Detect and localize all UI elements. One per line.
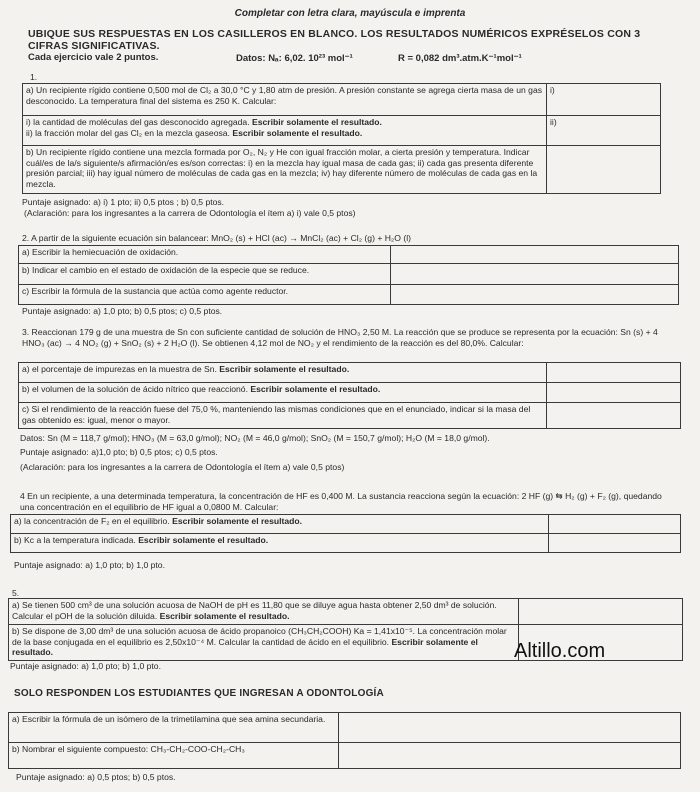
q3-datos: Datos: Sn (M = 118,7 g/mol); HNO₃ (M = 63,0 g/mol); NO₂ (M = 46,0 g/mol); SnO₂ (M = 150,7 g/mol); H₂O (M = 18,0 g/mol). bbox=[20, 433, 490, 443]
q3-aclaracion: (Aclaración: para los ingresantes a la carrera de Odontología el ítem a) vale 0,5 ptos) bbox=[20, 462, 345, 472]
q4-a-text: a) la concentración de F₂ en el equilibrio. Escribir solamente el resultado. bbox=[11, 515, 549, 534]
q1-a-i-label: i) bbox=[550, 85, 555, 95]
q1-a-text: a) Un recipiente rígido contiene 0,500 mol de Cl₂ a 30,0 °C y 1,80 atm de presión. A presión constante se agrega cierta masa de un gas desconocido. La temperatura final del sistema es 250 K. Calcular: bbox=[23, 84, 547, 116]
q1-b-answer-box[interactable] bbox=[547, 146, 661, 194]
odonto-puntaje: Puntaje asignado: a) 0,5 ptos; b) 0,5 ptos. bbox=[16, 772, 176, 782]
q2-puntaje: Puntaje asignado: a) 1,0 pto; b) 0,5 ptos; c) 0,5 ptos. bbox=[22, 306, 223, 316]
q3-b-answer-box[interactable] bbox=[547, 383, 681, 403]
instructions: UBIQUE SUS RESPUESTAS EN LOS CASILLEROS EN BLANCO. LOS RESULTADOS NUMÉRICOS EXPRÉSELOS CON 3 CIFRAS SIGNIFICATIVAS. bbox=[28, 28, 641, 52]
odonto-a-answer-box[interactable] bbox=[339, 713, 681, 743]
odonto-b-answer-box[interactable] bbox=[339, 743, 681, 769]
q3-puntaje: Puntaje asignado: a)1,0 pto; b) 0,5 ptos; c) 0,5 ptos. bbox=[20, 447, 218, 457]
header-instruction: Completar con letra clara, mayúscula e imprenta bbox=[234, 8, 466, 19]
q5-a-answer-box[interactable] bbox=[519, 599, 683, 625]
q4-puntaje: Puntaje asignado: a) 1,0 pto; b) 1,0 pto. bbox=[14, 560, 165, 570]
q4-a-answer-box[interactable] bbox=[549, 515, 681, 534]
q1-a-ii-label: ii) bbox=[550, 117, 557, 127]
q5-puntaje: Puntaje asignado: a) 1,0 pto; b) 1,0 pto. bbox=[10, 661, 161, 671]
q5-number: 5. bbox=[12, 588, 20, 598]
q3-table bbox=[18, 362, 681, 429]
q2-b-text: b) Indicar el cambio en el estado de oxidación de la especie que se reduce. bbox=[19, 264, 391, 285]
q4-intro: 4 En un recipiente, a una determinada temperatura, la concentración de HF es 0,400 M. La sustancia reacciona según la ecuación: 2 HF (g) ⇆ H₂ (g) + F₂ (g), quedando una concentración en el equilibrio de HF igual a 0,0800 M. Calcular: bbox=[20, 491, 662, 512]
q2-c-answer-box[interactable] bbox=[391, 285, 679, 305]
odonto-a-text: a) Escribir la fórmula de un isómero de la trimetilamina que sea amina secundaria. bbox=[9, 713, 339, 743]
odonto-b-text: b) Nombrar el siguiente compuesto: CH₃-CH₂-COO-CH₂-CH₃ bbox=[9, 743, 339, 769]
q4-table bbox=[10, 514, 681, 553]
odonto-table bbox=[8, 712, 681, 769]
q1-number: 1. bbox=[30, 72, 38, 82]
q3-a-text: a) el porcentaje de impurezas en la muestra de Sn. Escribir solamente el resultado. bbox=[19, 363, 547, 383]
q2-a-answer-box[interactable] bbox=[391, 246, 679, 264]
q3-c-answer-box[interactable] bbox=[547, 403, 681, 429]
q1-a-i-answer-box[interactable] bbox=[547, 84, 661, 116]
q1-b-text: b) Un recipiente rígido contiene una mezcla formada por O₂, N₂ y He con igual fracción molar, a cierta presión y temperatura. Indicar cuál/es de la/s siguiente/s afirmación/es es/son correctas: i) en la mezcla hay igual masa de cada gas; ii) cada gas presenta diferente presión parcial; iii) hay igual número de moléculas de cada gas en la mezcla; iv) hay diferente número de moléculas de cada gas en la mezcla. bbox=[23, 146, 547, 194]
q3-intro: 3. Reaccionan 179 g de una muestra de Sn con suficiente cantidad de solución de HNO₃ 2,50 M. La reacción que se produce se representa por la ecuación: Sn (s) + 4 HNO₃ (ac) → 4 NO₂ (g) + SnO₂ (s) + 2 H₂O (l). Se obtienen 4,12 mol de NO₂ y el rendimiento de la reacción es del 80,0%. Calcular: bbox=[22, 327, 658, 348]
q1-a-sub-text: i) la cantidad de moléculas del gas desconocido agregada. Escribir solamente el resultado. ii) la fracción molar del gas Cl₂ en la mezcla gaseosa. Escribir solamente el resultado. bbox=[23, 116, 547, 146]
odonto-title: SOLO RESPONDEN LOS ESTUDIANTES QUE INGRESAN A ODONTOLOGÍA bbox=[14, 688, 384, 699]
points-note: Cada ejercicio vale 2 puntos. bbox=[28, 52, 159, 63]
q2-table bbox=[18, 245, 679, 305]
q2-a-text: a) Escribir la hemiecuación de oxidación. bbox=[19, 246, 391, 264]
q3-c-text: c) Si el rendimiento de la reacción fuese del 75,0 %, manteniendo las mismas condiciones que en el enunciado, indicar si la masa del gas obtenido es: igual, menor o mayor. bbox=[19, 403, 547, 429]
q1-a-ii-answer-box[interactable] bbox=[547, 116, 661, 146]
q5-b-text: b) Se dispone de 3,00 dm³ de una solución acuosa de ácido propanoico (CH₃CH₂COOH) Ka = 1,41x10⁻⁵. La concentración molar de la base conjugada en el equilibrio es 2,50x10⁻⁴ M. Calcular la cantidad de ácido en el equilibrio. Escribir solamente el resultado. bbox=[9, 625, 519, 661]
q1-aclaracion: (Aclaración: para los ingresantes a la carrera de Odontología el ítem a) i) vale 0,5 ptos) bbox=[24, 208, 356, 218]
q5-a-text: a) Se tienen 500 cm³ de una solución acuosa de NaOH de pH es 11,80 que se diluye agua hasta obtener 2,50 dm³ de solución. Calcular el pOH de la solución diluida. Escribir solamente el resultado. bbox=[9, 599, 519, 625]
q3-b-text: b) el volumen de la solución de ácido nítrico que reaccionó. Escribir solamente el resultado. bbox=[19, 383, 547, 403]
q1-puntaje: Puntaje asignado: a) i) 1 pto; ii) 0,5 ptos ; b) 0,5 ptos. bbox=[22, 197, 225, 207]
datos-avogadro: Datos: Nₐ: 6,02. 10²³ mol⁻¹ bbox=[236, 53, 353, 64]
q2-intro: 2. A partir de la siguiente ecuación sin balancear: MnO₂ (s) + HCl (ac) → MnCl₂ (ac) + Cl₂ (g) + H₂O (l) bbox=[22, 233, 411, 243]
q2-b-answer-box[interactable] bbox=[391, 264, 679, 285]
gas-constant: R = 0,082 dm³.atm.K⁻¹mol⁻¹ bbox=[398, 53, 522, 64]
q3-a-answer-box[interactable] bbox=[547, 363, 681, 383]
q4-b-text: b) Kc a la temperatura indicada. Escribir solamente el resultado. bbox=[11, 534, 549, 553]
site-watermark: Altillo.com bbox=[514, 640, 606, 662]
q4-b-answer-box[interactable] bbox=[549, 534, 681, 553]
q2-c-text: c) Escribir la fórmula de la sustancia que actúa como agente reductor. bbox=[19, 285, 391, 305]
q1-table bbox=[22, 83, 661, 194]
